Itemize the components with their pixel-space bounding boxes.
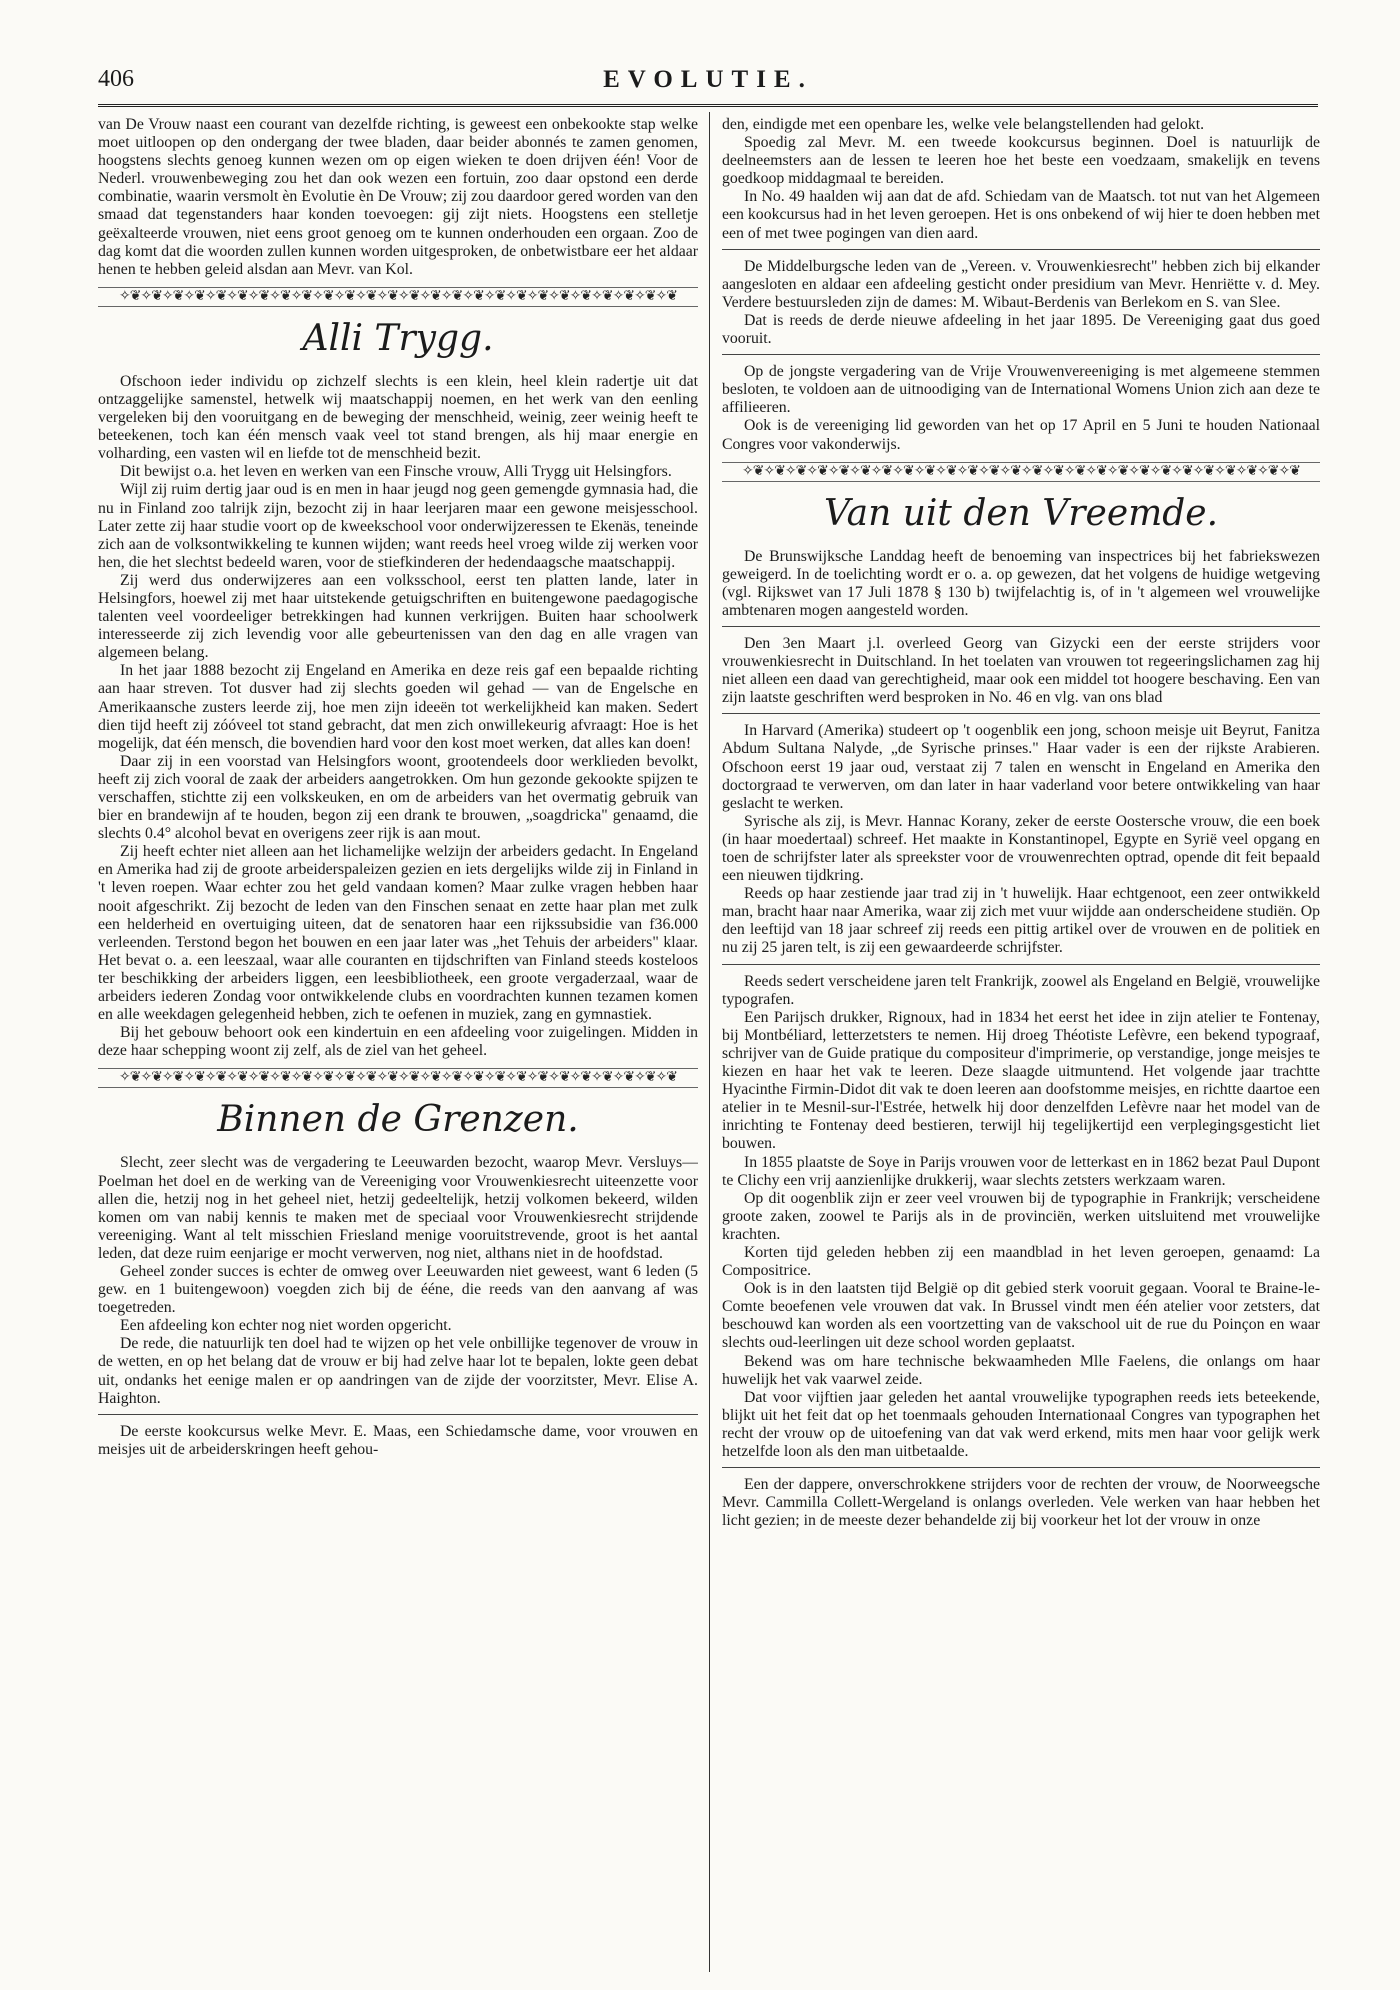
item-separator	[98, 1414, 698, 1415]
running-header	[98, 66, 1318, 100]
item-separator	[722, 626, 1320, 627]
article-paragraph: Dat is reeds de derde nieuwe afdeeling in het jaar 1895. De Vereeniging gaat dus goed vooruit.	[722, 311, 1320, 348]
article-paragraph: In Harvard (Amerika) studeert op 't oogenblik een jong, schoon meisje uit Beyrut, Fanitza Abdum Sultana Nalyde, „de Syrische prinses." Haar vader is een der rijkste Arabieren. Ofschoon eerst 19 jaar oud, verstaat zij 7 talen en wenscht in Engeland en Amerika den doctorgraad te verwerven, om dan later in haar vaderland voor betere ontwikkeling van haar geslacht te werken.	[722, 722, 1320, 812]
column-divider	[709, 112, 710, 1972]
article-paragraph: den, eindigde met een openbare les, welke vele belangstellenden had gelokt.	[722, 116, 1205, 133]
article-paragraph: Ook is in den laatsten tijd België op dit gebied sterk vooruit gegaan. Vooral te Braine-le-Comte beoefenen vele vrouwen dat vak. In Brussel vindt men één atelier voor zetsters, dat beschouwd kan worden als een voortzetting van de vakschool uit de rue du Poinçon en waar slechts oud-leerlingen uit deze school worden geplaatst.	[722, 1280, 1320, 1352]
article-paragraph: Geheel zonder succes is echter de omweg over Leeuwarden niet geweest, want 6 leden (5 gew. en 1 buitengewoon) voegden zich bij de ééne, die reeds van den aanvang af was toegetreden.	[98, 1262, 698, 1317]
article-paragraph: Reeds sedert verscheidene jaren telt Frankrijk, zoowel als Engeland en België, vrouwelijke typografen.	[722, 972, 1320, 1008]
ornamental-divider: ✧❦✧❦✧❦✧❦✧❦✧❦✧❦✧❦✧❦✧❦✧❦✧❦✧❦✧❦✧❦✧❦✧❦✧❦✧❦✧❦✧❦✧❦✧❦✧❦✧❦✧❦	[722, 462, 1320, 482]
article-paragraph: De Brunswijksche Landdag heeft de benoeming van inspectrices bij het fabriekswezen geweigerd. In de toelichting wordt er o. a. op gewezen, dat het volgens de huidige wetgeving (vgl. Rijkswet van 17 Juli 1878 § 130 b) twijfelachtig is, of in 't algemeen wel vrouwelijke ambtenaren mogen aangesteld worden.	[722, 547, 1320, 619]
item-separator	[722, 964, 1320, 965]
item-separator	[722, 354, 1320, 355]
header-rule	[98, 104, 1318, 107]
article-paragraph: De Middelburgsche leden van de „Vereen. v. Vrouwenkiesrecht" hebben zich bij elkander aangesloten en aldaar een afdeeling gesticht onder presidium van Mevr. Henriëtte v. d. Mey. Verdere bestuursleden zijn de dames: M. Wibaut-Berdenis van Berlekom en S. van Slee.	[722, 257, 1320, 311]
section-title-alli-trygg: Alli Trygg.	[302, 317, 494, 359]
page-number: 406	[98, 66, 134, 92]
left-column	[98, 116, 698, 1966]
intro-paragraph: van De Vrouw naast een courant van dezelfde richting, is geweest een onbekookte stap welke moet uitloopen op den ondergang der twee bladen, daar beider abonnés te zamen genomen, hoogstens slechts genoeg kunnen wezen om op eigen wieken te doen drijven één! Voor de Nederl. vrouwenbeweging zou het dan ook wezen een fortuin, zoo daar opstond een derde combinatie, waarin versmolt èn Evolutie èn De Vrouw; zij zou daardoor gered worden van den smaad dat tegenstanders haar konden toevoegen: gij zijt niets. Hoogstens een stelletje geëxalteerde vrouwen, niet eens groot genoeg om te kunnen onderhouden een orgaan. Zoo de dag komt dat die woorden zullen kunnen worden uitgesproken, de onbetwistbare eer het aldaar henen te hebben geleid alsdan aan Mevr. van Kol.	[98, 116, 698, 278]
article-paragraph: Bekend was om hare technische bekwaamheden Mlle Faelens, die onlangs om haar huwelijk het vak vaarwel zeide.	[722, 1352, 1320, 1388]
article-paragraph: Ook is de vereeniging lid geworden van het op 17 April en 5 Juni te houden Nationaal Congres voor vakonderwijs.	[722, 417, 1320, 453]
article-paragraph: In het jaar 1888 bezocht zij Engeland en Amerika en deze reis gaf een bepaalde richting aan haar streven. Tot dusver had zij slechts goeden wil gehad — van de Engelsche en Amerikaansche zusters leerde zij, hoe men zijn ideeën tot werkelijkheid kan maken. Sedert dien tijd heeft zij zóóveel tot stand gebracht, dat men zich onwillekeurig afvraagt: Hoe is het mogelijk, dat één mensch, die bovendien hard voor den kost moet werken, dat alles kan doen!	[98, 662, 698, 752]
article-paragraph: Zij werd dus onderwijzeres aan een volksschool, eerst ten platten lande, later in Helsingfors, hoewel zij met haar uitstekende getuigschriften en buitengewone paedagogische talenten veel voordeeliger betrekkingen had kunnen verkrijgen. Buiten haar schoolwerk interesseerde zij zich levendig voor alle gebeurtenissen van den dag en alle vragen van algemeen belang.	[98, 571, 698, 662]
article-paragraph: Ofschoon ieder individu op zichzelf slechts is een klein, heel klein radertje uit dat ontzaggelijke samenstel, hetwelk wij maatschappij noemen, en het werk van den eenling vergeleken bij den vooruitgang en de beweging der menschheid, weinig, zeer weinig heeft te beteekenen, toch kan één mensch vaak veel tot stand brengen, als hij maar energie en volharding, een vasten wil en liefde tot de menschheid bezit.	[98, 372, 698, 463]
article-paragraph: Een der dappere, onverschrokkene strijders voor de rechten der vrouw, de Noorweegsche Mevr. Cammilla Collett-Wergeland is onlangs overleden. Vele werken van haar hebben het licht gezien; in de meeste dezer behandelde zij bij voorkeur het lot der vrouw in onze	[722, 1476, 1320, 1530]
item-separator	[722, 713, 1320, 714]
article-paragraph: Dit bewijst o.a. het leven en werken van een Finsche vrouw, Alli Trygg uit Helsingfors.	[120, 463, 672, 481]
article-paragraph: Slecht, zeer slecht was de vergadering te Leeuwarden bezocht, waarop Mevr. Versluys—Poelman het doel en de werking van de Vereeniging voor Vrouwenkiesrecht uiteenzette voor allen die, hetzij nog in het geheel niet, hetzij gedeeltelijk, hetzij volkomen bekeerd, wilden komen om van nabij kennis te maken met de speciaal voor Vrouwenkiesrecht strijdende vereeniging. Want al telt misschien Friesland menige vooruitstrevende, groot is het aantal leden, dat deze ruim eenjarige er mocht verwerven, nog niet, althans niet in de hoofdstad.	[98, 1154, 698, 1262]
article-paragraph: Een Parijsch drukker, Rignoux, had in 1834 het eerst het idee in zijn atelier te Fontenay, bij Montbéliard, letterzetsters te nemen. Hij droeg Théotiste Lefèvre, een bekend typograaf, schrijver van de Guide pratique du compositeur d'imprimerie, op verstandige, jonge meisjes te kiezen en haar het vak te leeren. Deze slaagde uitmuntend. Het volgende jaar trachtte Hyacinthe Firmin-Didot dit vak te doen leeren aan doofstomme meisjes, en richtte daartoe een atelier in te Mesnil-sur-l'Estrée, hetwelk hij door denzelfden Lefèvre naar het model van de inrichting te Fontenay deed bestieren, terwijl hij tegelijkertijd een verplegingsgesticht liet bouwen.	[722, 1008, 1320, 1153]
article-paragraph: In 1855 plaatste de Soye in Parijs vrouwen voor de letterkast en in 1862 bezat Paul Dupont te Clichy een vrij aanzienlijke drukkerij, waar slechts zetsters werkzaam waren.	[722, 1153, 1320, 1189]
article-paragraph: De rede, die natuurlijk ten doel had te wijzen op het vele onbillijke tegenover de vrouw in de wetten, en op het belang dat de vrouw er bij had zelve haar lot te bepalen, lokte geen debat uit, ondanks het eenige malen er op aandringen van de zijde der voorzitster, Mevr. Elise A. Haighton.	[98, 1335, 698, 1407]
article-alli-trygg	[98, 373, 698, 1061]
article-paragraph: Spoedig zal Mevr. M. een tweede kookcursus beginnen. Doel is natuurlijk de deelneemsters aan de lessen te leeren hoe het beste een voedzaam, smakelijk en tevens goedkoop middagmaal te bereiden.	[722, 134, 1320, 188]
item-separator	[722, 1467, 1320, 1468]
section-title-binnen-de-grenzen: Binnen de Grenzen.	[217, 1099, 579, 1141]
article-paragraph: Daar zij in een voorstad van Helsingfors woont, grootendeels door werklieden bevolkt, heeft zij zich vooral de zaak der arbeiders aangetrokken. Om hun gezonde gekookte spijzen te verschaffen, stichtte zij een volkskeuken, en om de arbeiders van het overmatig gebruik van bier en brandewijn af te houden, begon zij een drank te brouwen, „soagdricka" genaamd, die slechts 0.4° alcohol bevat en overigens zeer rijk is aan mout.	[98, 752, 698, 843]
article-paragraph: Op dit oogenblik zijn er zeer veel vrouwen bij de typographie in Frankrijk; verscheidene groote zaken, zoowel te Parijs als in de provinciën, werken uitsluitend met vrouwelijke krachten.	[722, 1189, 1320, 1243]
article-paragraph: Een afdeeling kon echter nog niet worden opgericht.	[120, 1317, 452, 1335]
article-paragraph: Op de jongste vergadering van de Vrije Vrouwenvereeniging is met algemeene stemmen besloten, te voldoen aan de uitnoodiging van de International Womens Union zich aan deze te affilieeren.	[722, 363, 1320, 417]
item-separator	[722, 249, 1320, 250]
ornamental-divider: ✧❦✧❦✧❦✧❦✧❦✧❦✧❦✧❦✧❦✧❦✧❦✧❦✧❦✧❦✧❦✧❦✧❦✧❦✧❦✧❦✧❦✧❦✧❦✧❦✧❦✧❦	[98, 1068, 698, 1088]
article-paragraph: Bij het gebouw behoort ook een kindertuin en een afdeeling voor zuigelingen. Midden in deze haar schepping woont zij zelf, als de ziel van het geheel.	[98, 1024, 698, 1060]
article-paragraph: Den 3en Maart j.l. overleed Georg van Gizycki een der eerste strijders voor vrouwenkiesrecht in Duitschland. In het toelaten van vrouwen tot regeeringslichamen zag hij niet alleen een daad van gerechtigheid, maar ook een middel tot hoogere beschaving. Een van zijn laatste geschriften werd besproken in No. 46 en vlg. van ons blad	[722, 634, 1320, 707]
right-column	[722, 116, 1320, 1966]
section-title-van-uit-den-vreemde: Van uit den Vreemde.	[823, 492, 1219, 534]
ornamental-divider: ✧❦✧❦✧❦✧❦✧❦✧❦✧❦✧❦✧❦✧❦✧❦✧❦✧❦✧❦✧❦✧❦✧❦✧❦✧❦✧❦✧❦✧❦✧❦✧❦✧❦✧❦	[98, 287, 698, 307]
article-paragraph: In No. 49 haalden wij aan dat de afd. Schiedam van de Maatsch. tot nut van het Algemeen een kookcursus had in het leven geroepen. Het is ons onbekend of wij hier te doen hebben met een of met twee pogingen van dien aard.	[722, 188, 1320, 242]
article-paragraph: Wijl zij ruim dertig jaar oud is en men in haar jeugd nog geen gemengde gymnasia had, die nu in Finland zoo talrijk zijn, bezocht zij in haar leerjaren maar een gewone meisjesschool. Later zette zij haar studie voort op de kweekschool voor onderwijzeressen te Ekenäs, teneinde zich aan de volksontwikkeling te kunnen wijden; want reeds heel vroeg wilde zij werken voor hen, die het slechtst bedeeld waren, voor de stiefkinderen der hedendaagsche maatschappij.	[98, 481, 698, 571]
article-binnen-de-grenzen	[98, 1154, 698, 1459]
article-paragraph: Reeds op haar zestiende jaar trad zij in 't huwelijk. Haar echtgenoot, een zeer ontwikkeld man, bracht haar naar Amerika, waar zij zich met vuur wijdde aan onderscheidene studiën. Op den leeftijd van 18 jaar schreef zij reeds een pittig artikel over de vrouwen en de politiek en nu zij 25 jaren telt, is zij een gewaardeerde schrijfster.	[722, 885, 1320, 957]
article-paragraph: Dat voor vijftien jaar geleden het aantal vrouwelijke typographen reeds iets beteekende, blijkt uit het feit dat op het toenmaals gehouden Internationaal Congres van typographen het recht der vrouw op de uitoefening van dat vak werd erkend, mits men haar voor gelijk werk hetzelfde loon als den man uitbetaalde.	[722, 1388, 1320, 1460]
article-paragraph: Zij heeft echter niet alleen aan het lichamelijke welzijn der arbeiders gedacht. In Engeland en Amerika had zij de groote arbeiderspaleizen gezien en iets dergelijks wilde zij in Finland in 't leven roepen. Waar echter zou het geld vandaan komen? Maar zulke vragen hebben haar nooit afgeschrikt. Zij bezocht de leden van den Finschen senaat en zette haar plan met zulk een helderheid en overtuiging uiteen, dat de senatoren haar een rijkssubsidie van f36.000 verleenden. Terstond begon het bouwen en een jaar later was „het Tehuis der arbeiders" klaar. Het bevat o. a. een leeszaal, waar alle couranten en tijdschriften van Finland steeds kosteloos ter beschikking der arbeiders liggen, een leesbibliotheek, een groote vergaderzaal, waar de arbeiders iederen Zondag voor ontwikkelende clubs en voordrachten kunnen tezamen komen en alle weekdagen gelegenheid hebben, zich te oefenen in muziek, zang en gymnastiek.	[98, 843, 698, 1024]
article-paragraph: Korten tijd geleden hebben zij een maandblad in het leven geroepen, genaamd: La Compositrice.	[722, 1243, 1320, 1280]
publication-title: EVOLUTIE.	[603, 66, 813, 93]
article-paragraph: Syrische als zij, is Mevr. Hannac Korany, zeker de eerste Oostersche vrouw, die een boek (in haar moedertaal) schreef. Het maakte in Konstantinopel, Egypte en Syrië veel opgang en toen de schrijfster later als spreekster voor de vrouwenrechten optrad, opende dit feit bepaald een nieuwen tijdkring.	[722, 812, 1320, 885]
article-paragraph: De eerste kookcursus welke Mevr. E. Maas, een Schiedamsche dame, voor vrouwen en meisjes uit de arbeiderskringen heeft gehou-	[98, 1422, 698, 1458]
